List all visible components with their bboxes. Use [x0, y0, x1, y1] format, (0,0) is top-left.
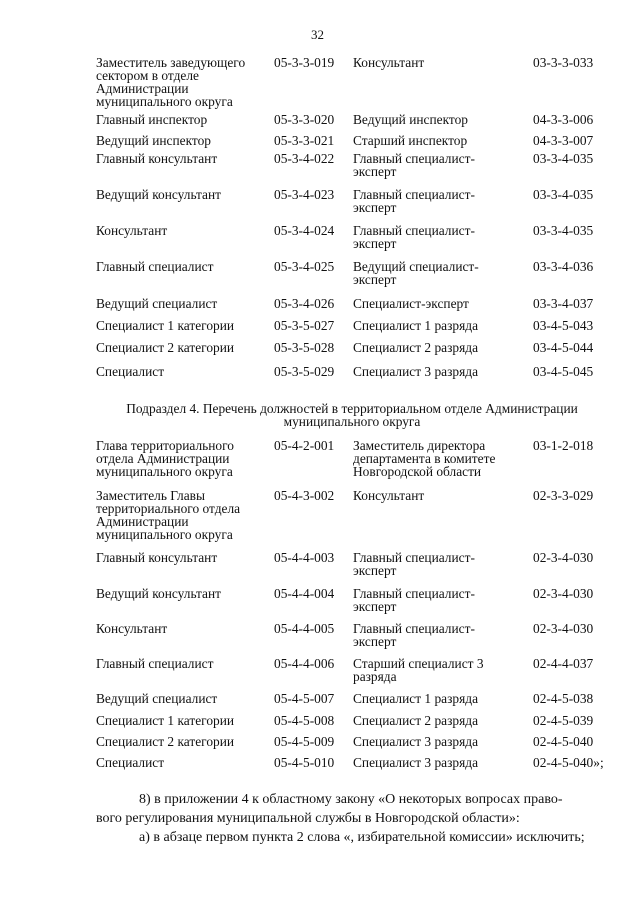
position-title: Главный специалист: [96, 259, 214, 274]
equivalent-code: 02-3-4-030: [533, 586, 594, 601]
equivalent-title: Ведущий специалист-эксперт: [353, 259, 479, 287]
position-title: Главный специалист: [96, 656, 214, 671]
table-row: [96, 714, 608, 735]
position-title: Консультант: [96, 621, 168, 636]
table-row: [96, 134, 608, 152]
position-title: Заместитель Главы территориального отдела Администрации муниципального округа: [96, 488, 241, 542]
table-row: [96, 113, 608, 134]
equivalent-code: 02-4-5-039: [533, 713, 594, 728]
equivalent-title: Главный специалист-эксперт: [353, 586, 475, 614]
equivalent-code: 02-4-5-038: [533, 691, 594, 706]
position-code: 05-3-4-025: [274, 259, 335, 274]
equivalent-code: 03-4-5-044: [533, 340, 594, 355]
equivalent-code: 03-1-2-018: [533, 438, 594, 453]
position-title: Ведущий консультант: [96, 586, 222, 601]
table-row: [96, 439, 608, 489]
position-title: Специалист 1 категории: [96, 713, 235, 728]
equivalent-code: 02-4-5-040: [533, 734, 594, 749]
position-title: Заместитель заведующего сектором в отделе Администрации муниципального округа: [96, 55, 246, 109]
paragraph-a: а) в абзаце первом пункта 2 слова «, избирательной комиссии» исключить;: [139, 830, 585, 845]
position-title: Ведущий специалист: [96, 691, 218, 706]
equivalent-title: Консультант: [353, 488, 425, 503]
equivalent-title: Главный специалист-эксперт: [353, 621, 475, 649]
table-row: [96, 735, 608, 756]
position-code: 05-3-3-020: [274, 112, 335, 127]
table-row: [96, 152, 608, 188]
position-title: Консультант: [96, 223, 168, 238]
position-title: Глава территориального отдела Администрации муниципального округа: [96, 438, 234, 479]
position-code: 05-4-5-008: [274, 713, 335, 728]
equivalent-code: 03-4-5-045: [533, 364, 594, 379]
equivalent-code: 02-4-4-037: [533, 656, 594, 671]
equivalent-code: 03-3-3-033: [533, 55, 594, 70]
equivalent-code: 02-4-5-040»;: [533, 755, 604, 770]
equivalent-code: 03-3-4-035: [533, 151, 594, 166]
equivalent-title: Специалист 1 разряда: [353, 691, 479, 706]
equivalent-title: Заместитель директора департамента в комитете Новгородской области: [353, 438, 496, 479]
position-code: 05-3-3-019: [274, 55, 335, 70]
equivalent-title: Старший инспектор: [353, 133, 468, 148]
position-code: 05-3-5-028: [274, 340, 335, 355]
equivalent-title: Специалист 2 разряда: [353, 713, 479, 728]
position-code: 05-4-5-009: [274, 734, 335, 749]
table-row: [96, 551, 608, 587]
equivalent-title: Специалист 1 разряда: [353, 318, 479, 333]
subsection-heading: Подраздел 4. Перечень должностей в территориальном отделе Администрации муниципального округа: [126, 401, 578, 429]
table-row: [96, 319, 608, 341]
page-number: 32: [311, 27, 324, 42]
position-code: 05-3-4-022: [274, 151, 335, 166]
equivalent-code: 04-3-3-007: [533, 133, 594, 148]
equivalent-title: Старший специалист 3 разряда: [353, 656, 484, 684]
paragraph-8-line2: вого регулирования муниципальной службы в Новгородской области»:: [96, 811, 520, 826]
equivalent-title: Специалист 3 разряда: [353, 734, 479, 749]
position-code: 05-4-4-003: [274, 550, 335, 565]
table-row: [96, 260, 608, 297]
equivalent-code: 03-3-4-036: [533, 259, 594, 274]
position-title: Специалист 2 категории: [96, 340, 235, 355]
equivalent-code: 03-3-4-035: [533, 187, 594, 202]
position-title: Специалист 2 категории: [96, 734, 235, 749]
position-code: 05-3-4-026: [274, 296, 335, 311]
equivalent-title: Главный специалист-эксперт: [353, 187, 475, 215]
position-code: 05-4-5-007: [274, 691, 335, 706]
position-code: 05-4-2-001: [274, 438, 335, 453]
equivalent-code: 03-3-4-035: [533, 223, 594, 238]
equivalent-code: 03-3-4-037: [533, 296, 594, 311]
position-code: 05-4-5-010: [274, 755, 335, 770]
equivalent-title: Консультант: [353, 55, 425, 70]
table-row: [96, 188, 608, 224]
position-code: 05-3-4-023: [274, 187, 335, 202]
table-row: [96, 622, 608, 657]
table-row: [96, 657, 608, 692]
table-row: [96, 756, 608, 778]
position-title: Специалист: [96, 755, 165, 770]
equivalent-code: 02-3-4-030: [533, 550, 594, 565]
table-row: [96, 587, 608, 622]
positions-table-1: [96, 56, 608, 389]
position-code: 05-4-4-005: [274, 621, 335, 636]
equivalent-title: Специалист 2 разряда: [353, 340, 479, 355]
position-title: Ведущий инспектор: [96, 133, 211, 148]
equivalent-title: Ведущий инспектор: [353, 112, 468, 127]
position-code: 05-4-4-004: [274, 586, 335, 601]
positions-table-2: [96, 439, 608, 778]
position-code: 05-3-4-024: [274, 223, 335, 238]
table-row: [96, 692, 608, 714]
equivalent-title: Специалист 3 разряда: [353, 755, 479, 770]
position-code: 05-3-3-021: [274, 133, 335, 148]
table-row: [96, 489, 608, 551]
position-code: 05-3-5-029: [274, 364, 335, 379]
table-row: [96, 365, 608, 389]
position-code: 05-4-3-002: [274, 488, 335, 503]
paragraph-8-line1: 8) в приложении 4 к областному закону «О некоторых вопросах право-: [139, 792, 563, 807]
equivalent-code: 02-3-3-029: [533, 488, 594, 503]
equivalent-title: Главный специалист-эксперт: [353, 223, 475, 251]
equivalent-title: Специалист-эксперт: [353, 296, 469, 311]
position-title: Главный консультант: [96, 151, 218, 166]
equivalent-code: 02-3-4-030: [533, 621, 594, 636]
position-title: Главный консультант: [96, 550, 218, 565]
equivalent-code: 04-3-3-006: [533, 112, 594, 127]
position-title: Ведущий консультант: [96, 187, 222, 202]
equivalent-code: 03-4-5-043: [533, 318, 594, 333]
equivalent-title: Главный специалист-эксперт: [353, 151, 475, 179]
position-title: Главный инспектор: [96, 112, 208, 127]
table-row: [96, 297, 608, 319]
table-row: [96, 341, 608, 365]
table-row: [96, 224, 608, 260]
position-code: 05-3-5-027: [274, 318, 335, 333]
equivalent-title: Главный специалист-эксперт: [353, 550, 475, 578]
equivalent-title: Специалист 3 разряда: [353, 364, 479, 379]
position-code: 05-4-4-006: [274, 656, 335, 671]
position-title: Ведущий специалист: [96, 296, 218, 311]
position-title: Специалист 1 категории: [96, 318, 235, 333]
table-row: [96, 56, 608, 113]
position-title: Специалист: [96, 364, 165, 379]
